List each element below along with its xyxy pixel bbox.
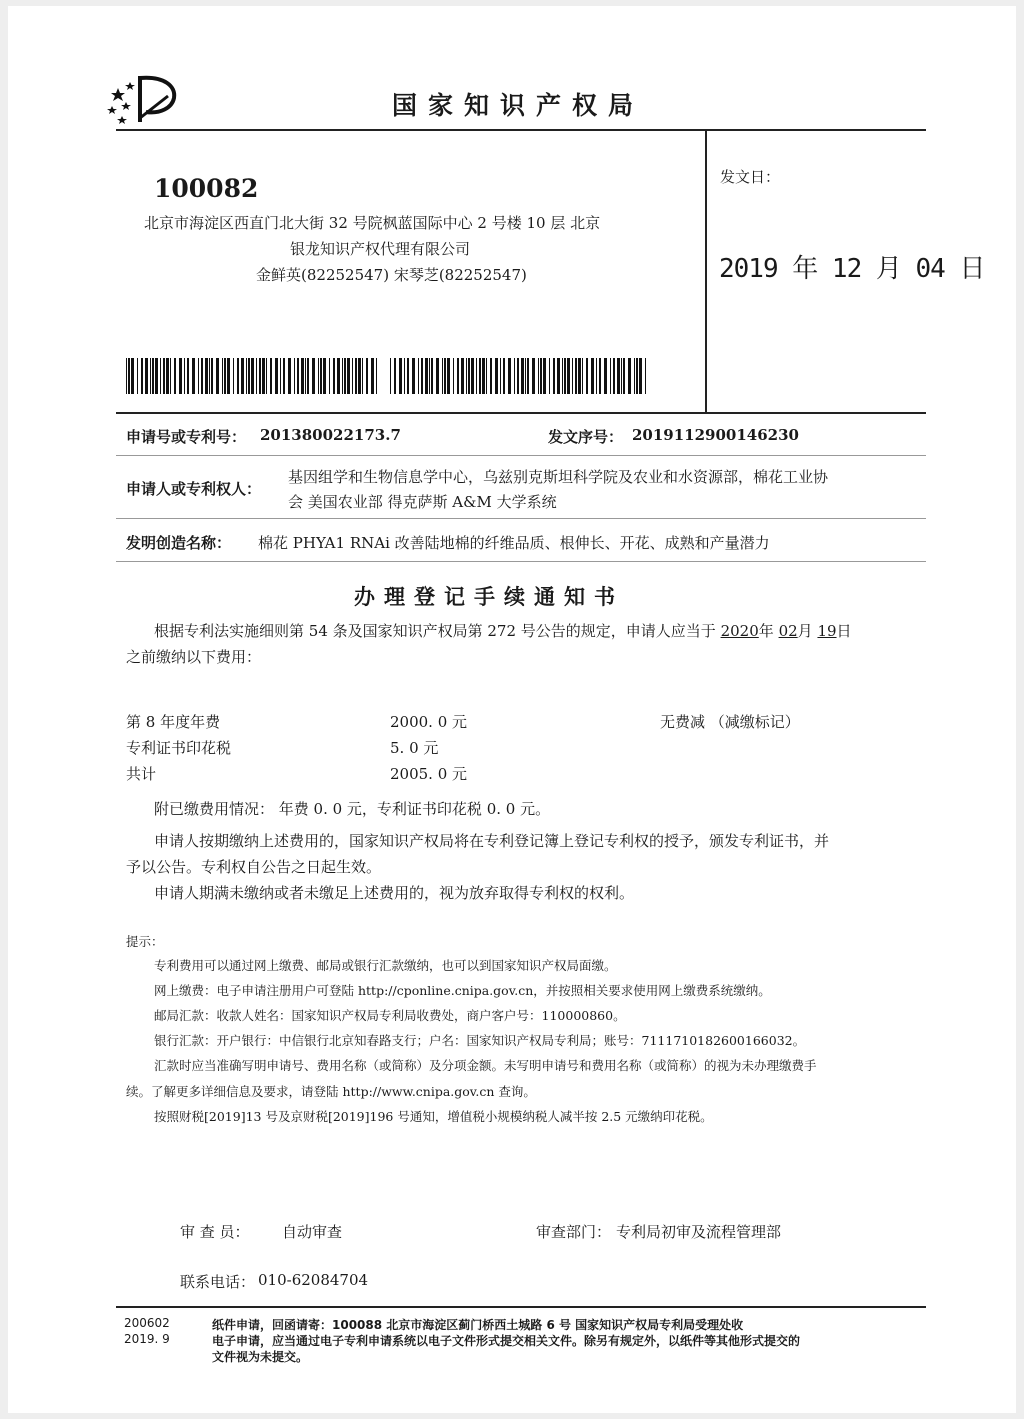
month-char: 月 xyxy=(797,622,813,640)
examiner: 自动审查 xyxy=(282,1223,343,1241)
date-column-divider xyxy=(705,130,707,413)
header-rule xyxy=(116,129,926,131)
applicant-label: 申请人或专利权人： xyxy=(126,480,262,498)
notice-intro xyxy=(154,620,852,641)
barcode-right xyxy=(390,358,650,394)
forfeit-paragraph: 申请人期满未缴纳或者未缴足上述费用的，视为放弃取得专利权的权利。 xyxy=(154,884,635,902)
notice-intro-end: 之前缴纳以下费用： xyxy=(126,648,262,666)
office-name: 国家知识产权局 xyxy=(392,91,645,120)
phone-label: 联系电话： xyxy=(180,1273,256,1291)
tip-line: 续。了解更多详细信息及要求，请登陆 http://www.cnipa.gov.cn 查询。 xyxy=(126,1084,536,1099)
day-char: 日 xyxy=(836,622,852,640)
department-label: 审查部门： xyxy=(536,1223,612,1241)
form-code: 200602 xyxy=(124,1316,170,1330)
footer-line-2: 电子申请，应当通过电子专利申请系统以电子文件形式提交相关文件。除另有规定外，以纸件等其他形式提交的 xyxy=(212,1334,801,1348)
tip-line: 按照财税[2019]13 号及京财税[2019]196 号通知，增值税小规模纳税人减半按 2.5 元缴纳印花税。 xyxy=(154,1109,713,1124)
invention-title: 棉花 PHYA1 RNAi 改善陆地棉的纤维品质、根伸长、开花、成熟和产量潜力 xyxy=(258,534,770,552)
dispatch-date: 2019 年 12 月 04 日 xyxy=(719,254,985,284)
row-divider xyxy=(116,518,926,519)
postcode: 100082 xyxy=(154,174,259,203)
grant-paragraph-line-1: 申请人按期缴纳上述费用的，国家知识产权局将在专利登记簿上登记专利权的授予，颁发专利证书，并 xyxy=(154,832,830,850)
fee-name: 第 8 年度年费 xyxy=(126,713,221,731)
grant-paragraph-line-2: 予以公告。专利权自公告之日起生效。 xyxy=(126,858,382,876)
row-divider xyxy=(116,455,926,456)
fee-amount: 2000. 0 元 xyxy=(390,713,468,731)
deadline-year: 2020 xyxy=(720,622,759,640)
tip-line: 汇款时应当准确写明申请号、费用名称（或简称）及分项金额。未写明申请号和费用名称（或简称）的视为未办理缴费手 xyxy=(154,1058,817,1073)
application-number: 201380022173.7 xyxy=(260,426,401,444)
tips-heading: 提示： xyxy=(126,934,164,949)
notice-title: 办理登记手续通知书 xyxy=(354,585,624,609)
serial-number-label: 发文序号： xyxy=(548,428,624,446)
fee-amount: 5. 0 元 xyxy=(390,739,439,757)
fee-note: 无费减 （减缴标记） xyxy=(660,713,800,731)
tip-line: 网上缴费：电子申请注册用户可登陆 http://cponline.cnipa.gov.cn，并按照相关要求使用网上缴费系统缴纳。 xyxy=(154,983,771,998)
applicant-line-1: 基因组学和生物信息学中心，乌兹别克斯坦科学院及农业和水资源部，棉花工业协 xyxy=(288,468,829,486)
intro-text: 根据专利法实施细则第 54 条及国家知识产权局第 272 号公告的规定，申请人应当于 xyxy=(154,622,716,640)
applicant-line-2: 会 美国农业部 得克萨斯 A&M 大学系统 xyxy=(288,493,557,511)
examiner-label: 审 查 员： xyxy=(180,1223,250,1241)
footer-line-1: 纸件申请，回函请寄：100088 北京市海淀区蓟门桥西土城路 6 号 国家知识产权局专利局受理处收 xyxy=(212,1318,744,1332)
address-line-2: 银龙知识产权代理有限公司 xyxy=(290,240,471,258)
notice-page xyxy=(8,6,1016,1413)
deadline-month: 02 xyxy=(778,622,798,640)
address-line-1: 北京市海淀区西直门北大街 32 号院枫蓝国际中心 2 号楼 10 层 北京 xyxy=(144,214,601,232)
contacts: 金鲜英(82252547) 宋琴芝(82252547) xyxy=(256,266,527,284)
deadline-day: 19 xyxy=(817,622,837,640)
row-divider xyxy=(116,561,926,562)
tip-line: 银行汇款：开户银行：中信银行北京知春路支行；户名：国家知识产权局专利局；账号：7111710182600166032。 xyxy=(154,1033,806,1048)
fee-name: 专利证书印花税 xyxy=(126,739,232,757)
tip-line: 专利费用可以通过网上缴费、邮局或银行汇款缴纳，也可以到国家知识产权局面缴。 xyxy=(154,958,617,973)
address-block-rule xyxy=(116,412,926,414)
tip-line: 邮局汇款：收款人姓名：国家知识产权局专利局收费处，商户客户号：110000860。 xyxy=(154,1008,626,1023)
invention-label: 发明创造名称： xyxy=(126,534,232,552)
paid-fees-paragraph: 附已缴费用情况： 年费 0. 0 元，专利证书印花税 0. 0 元。 xyxy=(154,800,551,818)
fee-name: 共计 xyxy=(126,765,157,783)
department: 专利局初审及流程管理部 xyxy=(616,1223,782,1241)
footer-line-3: 文件视为未提交。 xyxy=(212,1350,309,1364)
form-date: 2019. 9 xyxy=(124,1332,170,1346)
serial-number: 2019112900146230 xyxy=(632,426,799,444)
phone: 010-62084704 xyxy=(258,1271,369,1289)
application-number-label: 申请号或专利号： xyxy=(126,428,247,446)
footer-rule xyxy=(116,1306,926,1308)
cnipa-logo-icon xyxy=(104,72,184,128)
dispatch-date-label: 发文日： xyxy=(720,168,781,186)
fee-amount: 2005. 0 元 xyxy=(390,765,468,783)
barcode-left xyxy=(126,358,381,394)
year-char: 年 xyxy=(758,622,774,640)
